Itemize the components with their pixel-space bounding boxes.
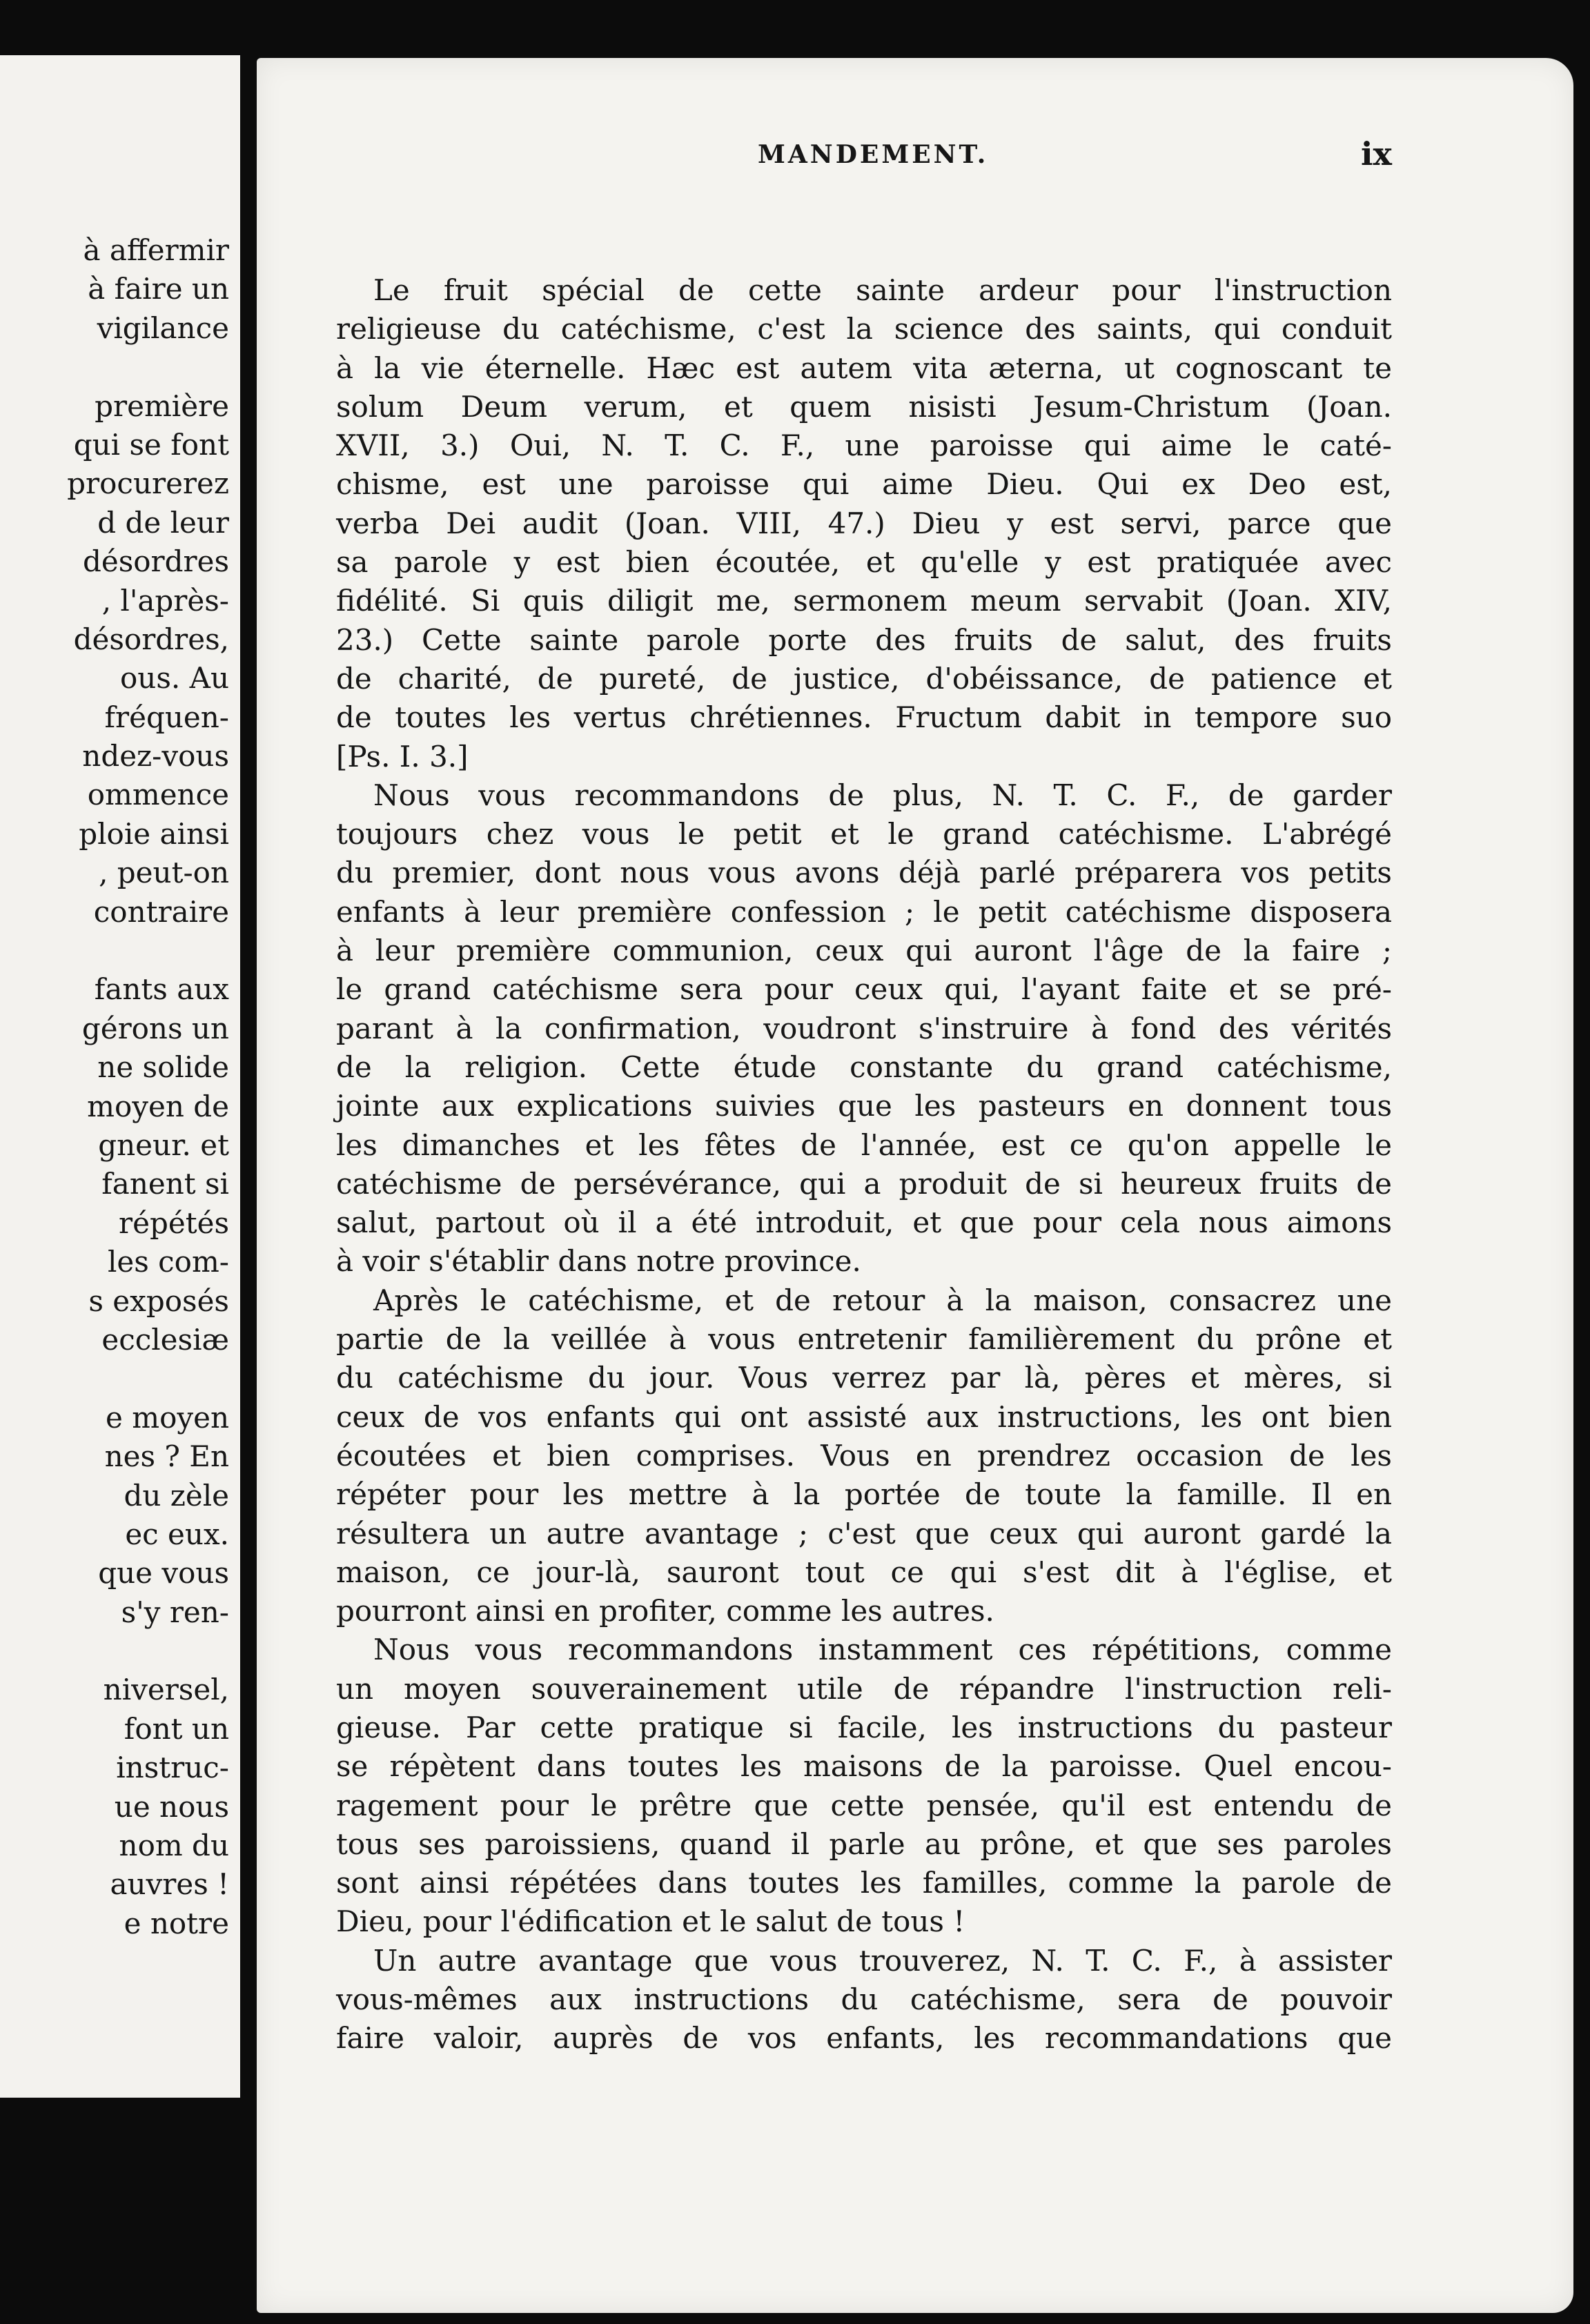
left-page-line: niversel,	[103, 1673, 229, 1707]
text-line: Dieu, pour l'édification et le salut de tous !	[336, 1904, 965, 1939]
left-page-line: fants aux	[94, 972, 229, 1007]
left-page-line: du zèle	[124, 1478, 229, 1513]
text-line: enfants à leur première confession ; le petit catéchisme disposera	[336, 894, 1392, 929]
left-page-line: ploie ainsi	[79, 816, 229, 851]
left-page-line: désordres	[82, 544, 229, 579]
left-page-line: moyen de	[87, 1089, 229, 1123]
text-line: de charité, de pureté, de justice, d'obéissance, de patience et	[336, 661, 1392, 696]
text-line: fidélité. Si quis diligit me, sermonem meum servabit (Joan. XIV,	[336, 584, 1392, 618]
text-line: un moyen souverainement utile de répandre l'instruction reli-	[336, 1671, 1392, 1706]
text-line: Le fruit spécial de cette sainte ardeur pour l'instruction	[373, 273, 1392, 307]
text-line: ragement pour le prêtre que cette pensée, qu'il est entendu de	[336, 1788, 1392, 1822]
text-line: vous-mêmes aux instructions du catéchisme, sera de pouvoir	[336, 1982, 1392, 2017]
left-page-line: que vous	[98, 1556, 229, 1591]
text-line: solum Deum verum, et quem nisisti Jesum-Christum (Joan.	[336, 389, 1392, 424]
running-head: MANDEMENT.	[758, 140, 989, 169]
text-line: se répètent dans toutes les maisons de la paroisse. Quel encou-	[336, 1749, 1392, 1784]
left-page-line: nom du	[119, 1829, 229, 1863]
text-line: sa parole y est bien écoutée, et qu'elle y est pratiquée avec	[336, 545, 1392, 580]
text-line: 23.) Cette sainte parole porte des fruits de salut, des fruits	[336, 622, 1392, 657]
left-page-line: ous. Au	[120, 661, 229, 696]
text-line: jointe aux explications suivies que les pasteurs en donnent tous	[336, 1089, 1392, 1123]
left-page-line: vigilance	[97, 311, 229, 345]
left-page-line	[0, 1632, 229, 1671]
text-line: de la religion. Cette étude constante du grand catéchisme,	[336, 1050, 1392, 1084]
left-page-line: ecclesiæ	[101, 1322, 229, 1357]
text-line: résultera un autre avantage ; c'est que ceux qui auront gardé la	[336, 1516, 1392, 1550]
text-line: toujours chez vous le petit et le grand catéchisme. L'abrégé	[336, 817, 1392, 851]
text-line: maison, ce jour-là, sauront tout ce qui s'est dit à l'église, et	[336, 1555, 1392, 1589]
text-line: XVII, 3.) Oui, N. T. C. F., une paroisse qui aime le caté-	[336, 429, 1392, 463]
left-page-text	[0, 231, 229, 1943]
left-page-line: ue nous	[114, 1789, 229, 1824]
text-line: salut, partout où il a été introduit, et que pour cela nous aimons	[336, 1205, 1392, 1240]
text-line: faire valoir, auprès de vos enfants, les recommandations que	[336, 2021, 1392, 2056]
text-line: chisme, est une paroisse qui aime Dieu. Qui ex Deo est,	[336, 467, 1392, 502]
left-page-line: gérons un	[81, 1011, 229, 1045]
left-page-line: e notre	[124, 1906, 229, 1940]
text-line: tous ses paroissiens, quand il parle au prône, et que ses paroles	[336, 1826, 1392, 1861]
text-line: répéter pour les mettre à la portée de toute la famille. Il en	[336, 1477, 1392, 1512]
left-page-line: font un	[124, 1711, 229, 1746]
text-line: écoutées et bien comprises. Vous en prendrez occasion de les	[336, 1438, 1392, 1473]
left-page-line: gneur. et	[98, 1127, 229, 1162]
text-line: le grand catéchisme sera pour ceux qui, l'ayant faite et se pré-	[336, 972, 1392, 1007]
left-page-line: ommence	[87, 778, 229, 812]
left-page-fragment	[0, 55, 240, 2098]
left-page-line: e moyen	[106, 1400, 229, 1435]
text-line: Nous vous recommandons instamment ces répétitions, comme	[373, 1633, 1392, 1667]
text-line: du catéchisme du jour. Vous verrez par là, pères et mères, si	[336, 1361, 1392, 1395]
text-line: à voir s'établir dans notre province.	[336, 1244, 861, 1279]
left-page-line: , peut-on	[99, 856, 229, 890]
left-page-line: fréquen-	[104, 700, 229, 734]
left-page-line: s exposés	[88, 1283, 229, 1318]
text-line: religieuse du catéchisme, c'est la science des saints, qui conduit	[336, 312, 1392, 346]
left-page-line: première	[95, 388, 229, 423]
left-page-line: , l'après-	[101, 583, 229, 618]
text-line: parant à la confirmation, voudront s'instruire à fond des vérités	[336, 1011, 1392, 1045]
text-line: à la vie éternelle. Hæc est autem vita æterna, ut cognoscant te	[336, 351, 1392, 385]
text-line: partie de la veillée à vous entretenir familièrement du prône et	[336, 1322, 1392, 1357]
left-page-line: les com-	[107, 1245, 229, 1279]
left-page-line: s'y ren-	[121, 1595, 229, 1629]
left-page-line: procurerez	[67, 466, 229, 501]
page-number: ix	[1361, 135, 1392, 173]
left-page-line: à affermir	[83, 233, 229, 267]
body-text	[336, 271, 1392, 2058]
text-line: pourront ainsi en profiter, comme les autres.	[336, 1594, 994, 1628]
text-line: verba Dei audit (Joan. VIII, 47.) Dieu y est servi, parce que	[336, 506, 1392, 540]
text-line: Après le catéchisme, et de retour à la maison, consacrez une	[373, 1283, 1392, 1317]
text-line: à leur première communion, ceux qui auront l'âge de la faire ;	[336, 934, 1392, 968]
left-page-line: ec eux.	[125, 1517, 229, 1551]
left-page-line: auvres !	[110, 1867, 229, 1902]
text-line: Nous vous recommandons de plus, N. T. C. F., de garder	[373, 778, 1392, 812]
left-page-line: instruc-	[116, 1751, 229, 1785]
text-line: ceux de vos enfants qui ont assisté aux instructions, les ont bien	[336, 1399, 1392, 1434]
text-line: gieuse. Par cette pratique si facile, les instructions du pasteur	[336, 1710, 1392, 1744]
left-page-line: contraire	[93, 894, 229, 929]
text-line: Un autre avantage que vous trouverez, N. T. C. F., à assister	[373, 1943, 1392, 1978]
left-page-line: d de leur	[97, 505, 229, 540]
left-page-line: ndez-vous	[82, 739, 229, 774]
text-line: [Ps. I. 3.]	[336, 739, 469, 774]
text-line: de toutes les vertus chrétiennes. Fructum dabit in tempore suo	[336, 700, 1392, 735]
left-page-line: à faire un	[88, 272, 229, 306]
left-page-line	[0, 348, 229, 386]
left-page-line: nes ? En	[104, 1439, 229, 1474]
text-line: du premier, dont nous vous avons déjà parlé préparera vos petits	[336, 856, 1392, 890]
left-page-line: désordres,	[73, 622, 229, 656]
left-page-line: répétés	[119, 1205, 229, 1240]
left-page-line	[0, 932, 229, 970]
text-line: catéchisme de persévérance, qui a produit de si heureux fruits de	[336, 1166, 1392, 1201]
text-line: les dimanches et les fêtes de l'année, est ce qu'on appelle le	[336, 1127, 1392, 1162]
text-line: sont ainsi répétées dans toutes les familles, comme la parole de	[336, 1866, 1392, 1900]
left-page-line: fanent si	[101, 1167, 229, 1201]
left-page-line: qui se font	[73, 427, 229, 462]
left-page-line	[0, 1359, 229, 1398]
left-page-line: ne solide	[97, 1050, 229, 1085]
